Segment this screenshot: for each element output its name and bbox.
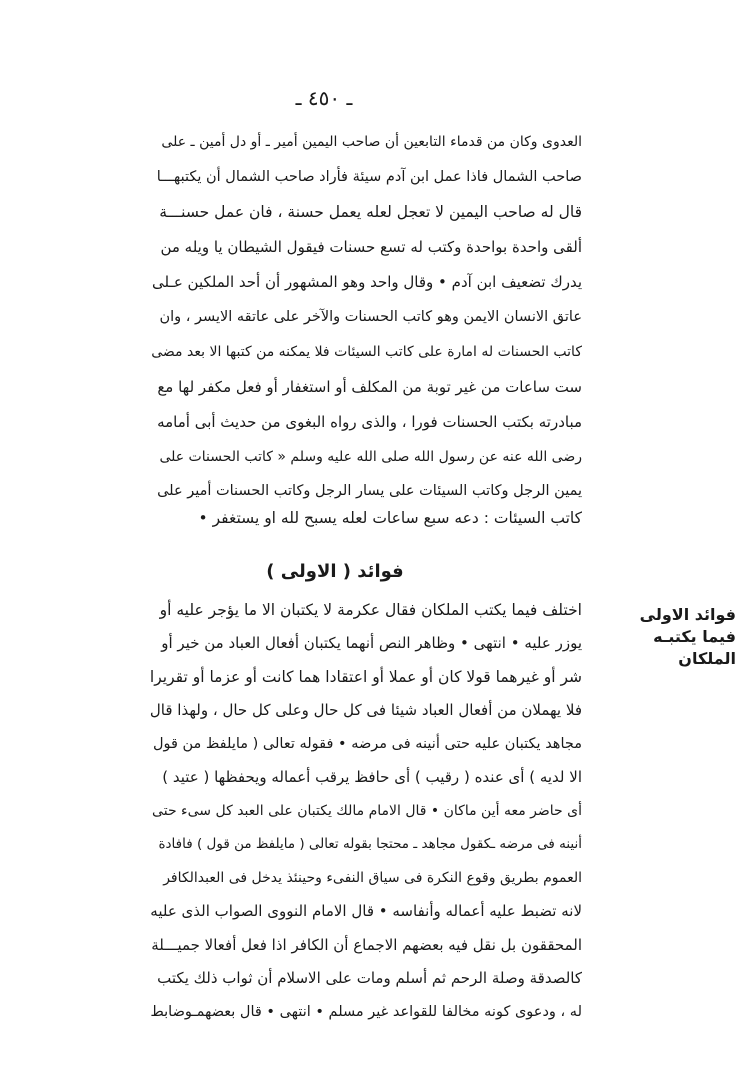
text-line: رضى الله عنه عن رسول الله صلى الله عليه وسلم « كاتب الحسنات على: [159, 449, 582, 465]
text-line: كاتب السيئات : دعه سبع ساعات لعله يسبح لله او يستغفر •: [198, 509, 582, 527]
text-line: أى حاضر معه أين ماكان • قال الامام مالك يكتبان على العبد كل سىء حتى: [152, 803, 582, 819]
margin-note-line: فيما يكتبـه: [653, 627, 736, 646]
text-line: كالصدقة وصلة الرحم ثم أسلم ومات على الاسلام أن ثواب ذلك يكتب: [157, 969, 582, 987]
text-line: اختلف فيما يكتب الملكان فقال عكرمة لا يكتبان الا ما يؤجر عليه أو: [159, 601, 582, 619]
text-line: عاتق الانسان الايمن وهو كاتب الحسنات والآخر على عاتقه الايسر ، وان: [159, 309, 582, 325]
text-line: يدرك تضعيف ابن آدم • وقال واحد وهو المشهور أن أحد الملكين عـلى: [151, 273, 582, 291]
page-number: ـ ٤٥٠ ـ: [295, 86, 353, 110]
text-line: كاتب الحسنات له امارة على كاتب السيئات فلا يمكنه من كتبها الا بعد مضى: [151, 344, 582, 360]
text-line: يمين الرجل وكاتب السيئات على يسار الرجل وكاتب الحسنات أمير على: [157, 483, 582, 499]
margin-note-line: فوائد الاولى: [639, 605, 736, 624]
text-line: العدوى وكان من قدماء التابعين أن صاحب اليمين أمير ـ أو دل أمين ـ على: [161, 134, 582, 150]
margin-note: [630, 604, 736, 670]
text-line: ألقى واحدة بواحدة وكتب له تسع حسنات فيقول الشيطان يا ويله من: [160, 238, 582, 256]
margin-note-line: الملكان: [678, 649, 736, 668]
text-line: يوزر عليه • انتهى • وظاهر النص أنهما يكتبان أفعال العباد من خير أو: [161, 634, 582, 652]
text-line: المحققون بل نقل فيه بعضهم الاجماع أن الكافر اذا فعل أفعالا جميـــلة: [151, 936, 582, 954]
text-line: له ، ودعوى كونه مخالفا للقواعد غير مسلم • انتهى • قال بعضهمـوضابط: [150, 1004, 582, 1020]
text-line: مبادرته بكتب الحسنات فورا ، والذى رواه البغوى من حديث أبى أمامه: [157, 413, 582, 431]
text-line: فلا يهملان من أفعال العباد شيئا فى كل حال وعلى كل حال ، ولهذا قال: [150, 701, 582, 719]
text-line: لانه تضبط عليه أعماله وأنفاسه • قال الامام النووى الصواب الذى عليه: [150, 902, 582, 920]
text-line: قال له صاحب اليمين لا تعجل لعله يعمل حسنة ، فان عمل حسنـــة: [159, 203, 582, 221]
text-line: شر أو غيرهما قولا كان أو عملا أو اعتقادا هما كانت أو عزما أو تقريرا: [150, 668, 582, 686]
text-line: صاحب الشمال فاذا عمل ابن آدم سيئة فأراد صاحب الشمال أن يكتبهـــا: [156, 169, 582, 185]
text-line: مجاهد يكتبان عليه حتى أنينه فى مرضه • فقوله تعالى ( مايلفظ من قول: [152, 736, 582, 752]
text-line: العموم بطريق وقوع النكرة فى سياق النفىء وحينئذ يدخل فى العبدالكافر: [163, 870, 582, 886]
text-line: أنينه فى مرضه ـكقول مجاهد ـ محتجا بقوله تعالى ( مايلفظ من قول ) فافادة: [158, 836, 582, 852]
section-heading: فوائد ( الاولى ): [266, 561, 404, 582]
text-line: الا لديه ) أى عنده ( رقيب ) أى حافظ يرقب أعماله ويحفظها ( عتيد ): [162, 768, 582, 786]
text-line: ست ساعات من غير توبة من المكلف أو استغفار أو فعل مكفر لها مع: [157, 378, 582, 396]
